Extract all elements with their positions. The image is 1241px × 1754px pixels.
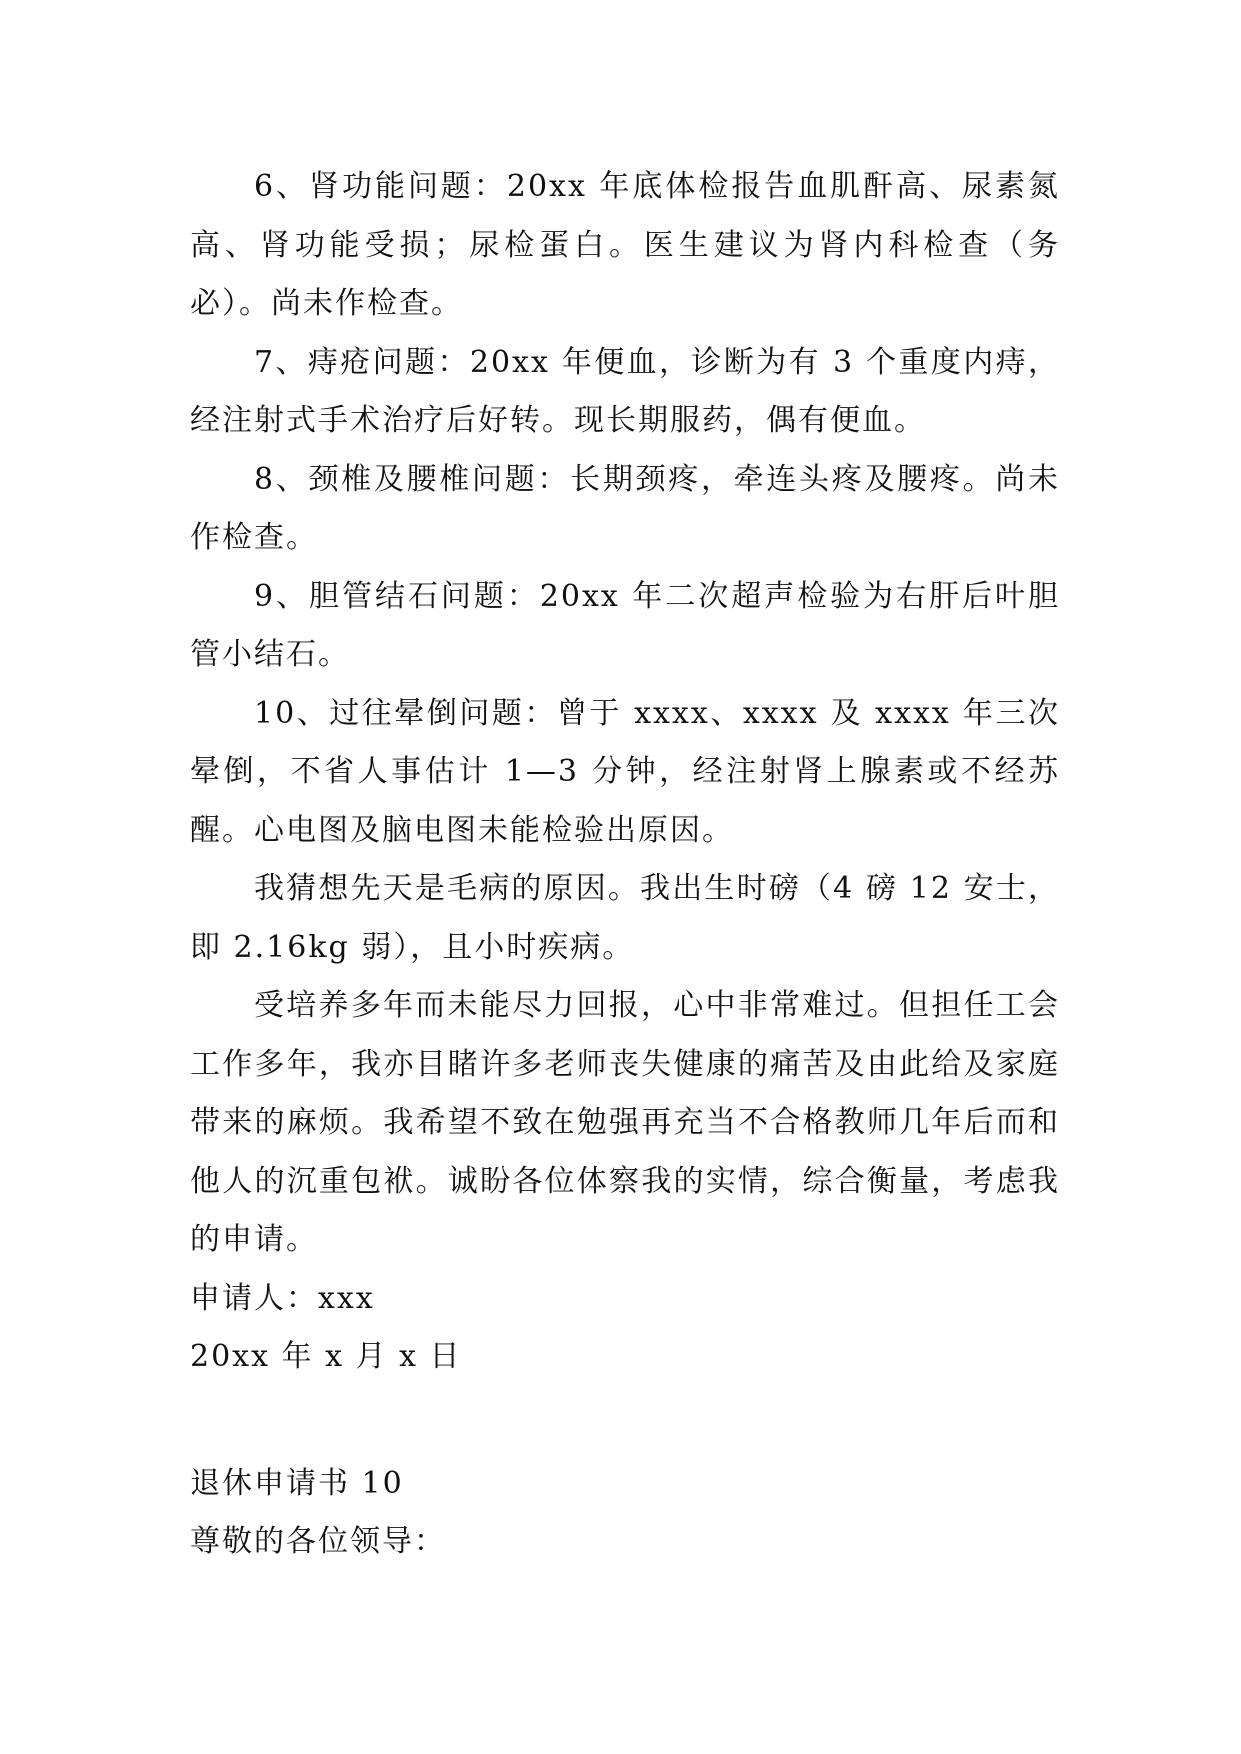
paragraph-request: 受培养多年而未能尽力回报，心中非常难过。但担任工会工作多年，我亦目睹许多老师丧失健康的痛苦及由此给及家庭带来的麻烦。我希望不致在勉强再充当不合格教师几年后而和他人的沉重包袱。诚盼各位体察我的实情，综合衡量，考虑我的申请。 [190,988,1060,1257]
next-letter-salutation: 尊敬的各位领导： [190,1524,446,1559]
paragraph-congenital: 我猜想先天是毛病的原因。我出生时磅（4 磅 12 安士，即 2.16kg 弱），且小时疾病。 [190,871,1060,965]
paragraph-spine: 8、颈椎及腰椎问题：长期颈疼，牵连头疼及腰疼。尚未作检查。 [190,461,1060,555]
paragraph-kidney: 6、肾功能问题：20xx 年底体检报告血肌酐高、尿素氮高、肾功能受损；尿检蛋白。医生建议为肾内科检查（务必）。尚未作检查。 [190,169,1060,321]
next-letter-title: 退休申请书 10 [190,1465,404,1501]
document-body [190,158,1060,1572]
section-gap [190,1387,1060,1455]
paragraph-fainting: 10、过往晕倒问题：曾于 xxxx、xxxx 及 xxxx 年三次晕倒，不省人事估计 1—3 分钟，经注射肾上腺素或不经苏醒。心电图及脑电图未能检验出原因。 [190,695,1060,848]
applicant-line: 申请人：xxx [190,1280,375,1316]
paragraph-hemorrhoids: 7、痔疮问题：20xx 年便血，诊断为有 3 个重度内痔，经注射式手术治疗后好转。现长期服药，偶有便血。 [190,344,1060,438]
date-line: 20xx 年 x 月 x 日 [190,1339,462,1374]
paragraph-gallstone: 9、胆管结石问题：20xx 年二次超声检验为右肝后叶胆管小结石。 [190,578,1060,672]
